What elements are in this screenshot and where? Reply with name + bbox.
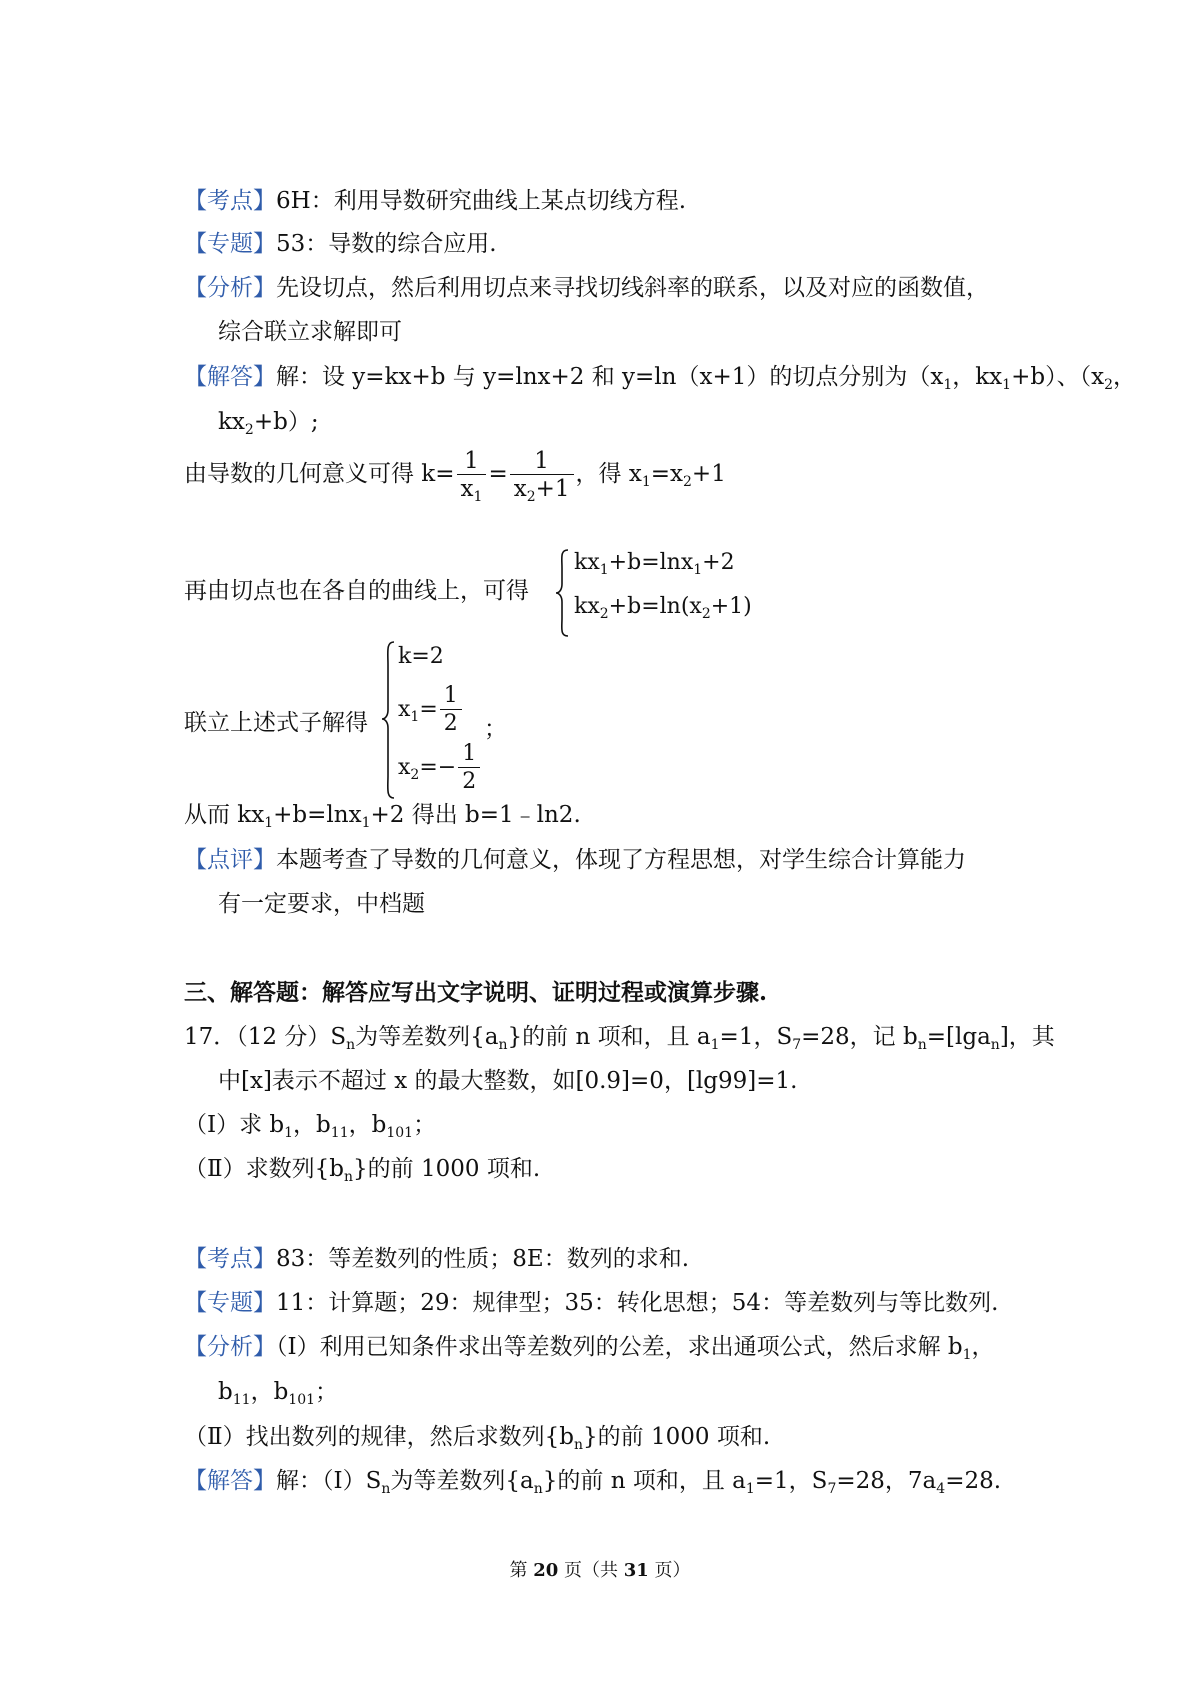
zhuanti-line-17	[184, 1288, 998, 1318]
fenxi-label: 【分析】	[184, 1334, 276, 1360]
punct: ；	[484, 716, 507, 742]
subscript: 11	[330, 1125, 349, 1141]
jieda-text: =28.	[945, 1468, 1002, 1494]
dianping-line	[184, 845, 966, 875]
q17-text: }的前 n 项和，且 a	[507, 1024, 711, 1050]
subscript: 1	[710, 1037, 720, 1053]
dianping-text: 本题考查了导数的几何意义，体现了方程思想，对学生综合计算能力	[276, 847, 966, 873]
solve-text-line	[184, 708, 368, 738]
q17-text: 为等差数列{a	[355, 1024, 499, 1050]
q17-text: =28，记 b	[801, 1024, 918, 1050]
page-number: 20	[533, 1560, 559, 1581]
zhuanti-line-16	[184, 229, 497, 259]
subscript: 1	[943, 377, 953, 393]
result-line	[184, 800, 581, 830]
fenxi-text-cont: 综合联立求解即可	[218, 319, 402, 345]
fenxi-line-17-part2	[184, 1422, 770, 1452]
page-footer	[0, 1556, 1200, 1582]
jieda-line-16	[184, 362, 1136, 392]
jieda-line-17	[184, 1466, 1001, 1496]
subscript: n	[498, 1037, 508, 1053]
fraction-denominator: 2	[443, 710, 458, 736]
jieda-text: ，kx	[952, 364, 1003, 390]
fenxi-line-17-cont	[218, 1377, 338, 1407]
q17-part2	[184, 1154, 540, 1184]
jieda-text: 解：（Ⅰ）S	[276, 1468, 382, 1494]
fenxi-text: ，b	[250, 1379, 289, 1405]
solve-text: 联立上述式子解得	[184, 710, 368, 736]
fraction-denominator: 2	[462, 768, 477, 794]
subscript: 4	[936, 1481, 946, 1497]
jieda-label: 【解答】	[184, 1468, 276, 1494]
eq-part: kx	[574, 550, 600, 575]
subscript: 1	[745, 1481, 755, 1497]
subscript: 2	[244, 422, 254, 438]
q17-text: ，b	[348, 1112, 387, 1138]
fenxi-text: （Ⅱ）找出数列的规律，然后求数列{b	[184, 1424, 574, 1450]
eq-part: =−	[419, 755, 457, 780]
derivative-text: ，得 x	[575, 461, 642, 487]
q17-text: （Ⅱ）求数列{b	[184, 1156, 344, 1182]
section-heading-text: 三、解答题：解答应写出文字说明、证明过程或演算步骤.	[184, 979, 768, 1006]
jieda-text: kx	[218, 409, 245, 435]
footer-text: 页（共	[558, 1560, 624, 1581]
jieda-line-16-cont	[218, 407, 319, 437]
subscript: n	[574, 1437, 584, 1453]
subscript: 7	[827, 1481, 837, 1497]
subscript: n	[346, 1037, 356, 1053]
fenxi-text: （Ⅰ）利用已知条件求出等差数列的公差，求出通项公式，然后求解 b	[276, 1334, 963, 1360]
q17-text: =[lga	[926, 1024, 991, 1050]
subscript: 101	[288, 1392, 316, 1408]
result-text: +2 得出 b=1﹣ln2.	[370, 802, 581, 828]
kaodian-text: 83：等差数列的性质；8E：数列的求和.	[276, 1246, 690, 1272]
subscript: 2	[599, 606, 609, 622]
subscript: n	[533, 1481, 543, 1497]
q17-part1	[184, 1110, 436, 1140]
subscript: 2	[683, 474, 692, 490]
tangent-text-line	[184, 576, 529, 606]
fenxi-label: 【分析】	[184, 275, 276, 301]
subscript: n	[917, 1037, 927, 1053]
left-brace-icon	[380, 640, 400, 800]
solution-x1	[398, 682, 464, 738]
section-heading	[184, 978, 767, 1008]
fenxi-text: ；	[315, 1379, 339, 1405]
subscript: 1	[361, 815, 371, 831]
jieda-text: +b）;	[253, 409, 319, 435]
fraction-denominator	[510, 475, 574, 503]
fenxi-line-16-cont	[218, 317, 402, 347]
q17-text: （Ⅰ）求 b	[184, 1112, 285, 1138]
eq-part: kx	[574, 594, 600, 619]
solution-semicolon	[484, 710, 507, 743]
solution-k	[398, 644, 444, 669]
derivative-line	[184, 446, 726, 503]
derivative-text: +1	[691, 461, 726, 487]
result-text: 从而 kx	[184, 802, 265, 828]
jieda-text: =28，7a	[836, 1468, 937, 1494]
q17-text: ，b	[293, 1112, 331, 1138]
derivative-text: =x	[650, 461, 683, 487]
footer-text: 页）	[648, 1560, 691, 1581]
system-equation-2	[574, 594, 752, 622]
fenxi-text: b	[218, 1379, 233, 1405]
subscript: 1	[599, 562, 609, 578]
q17-text: }的前 1000 项和.	[353, 1156, 541, 1182]
kaodian-line-17	[184, 1244, 689, 1274]
jieda-text: +b）、（x	[1011, 364, 1105, 390]
jieda-text: }的前 n 项和，且 a	[542, 1468, 746, 1494]
fenxi-line-16	[184, 273, 989, 303]
q17-text: ]，其	[999, 1024, 1055, 1050]
fraction-numerator: 1	[510, 448, 574, 475]
zhuanti-text: 53：导数的综合应用.	[276, 231, 497, 257]
fraction-numerator: 1	[457, 448, 487, 475]
dianping-text-cont: 有一定要求，中档题	[218, 891, 425, 917]
subscript: 2	[1104, 377, 1113, 393]
subscript: 1	[284, 1125, 294, 1141]
denominator-var: x	[513, 475, 527, 502]
q17-statement-line2	[218, 1066, 797, 1096]
q17-text: ；	[413, 1112, 437, 1138]
subscript: n	[990, 1037, 1000, 1053]
fraction-numerator: 1	[440, 683, 462, 710]
fenxi-text: ，	[971, 1334, 995, 1360]
jieda-label: 【解答】	[184, 364, 276, 390]
subscript: n	[344, 1169, 354, 1185]
denominator-tail: +1	[535, 475, 570, 502]
fraction-numerator: 1	[458, 741, 480, 768]
subscript: 1	[962, 1347, 972, 1363]
q17-text: 17．（12 分）S	[184, 1024, 347, 1050]
jieda-text: 为等差数列{a	[390, 1468, 534, 1494]
dianping-line-cont	[218, 889, 425, 919]
solution-system	[380, 640, 510, 800]
zhuanti-text: 11：计算题；29：规律型；35：转化思想；54：等差数列与等比数列.	[276, 1290, 999, 1316]
derivative-text: 由导数的几何意义可得 k=	[184, 461, 455, 487]
fraction-1-over-x2-plus-1	[510, 448, 574, 503]
subscript: 1	[473, 488, 483, 505]
fenxi-text: 先设切点，然后利用切点来寻找切线斜率的联系，以及对应的函数值，	[276, 275, 989, 301]
subscript: 2	[701, 606, 711, 622]
eq-part: +b=ln(x	[608, 594, 702, 619]
left-brace-icon	[554, 548, 574, 638]
tangent-system	[554, 548, 774, 638]
eq-part: +1)	[710, 594, 752, 619]
page-total: 31	[623, 1560, 649, 1581]
subscript: 11	[232, 1392, 251, 1408]
kaodian-line-16	[184, 186, 686, 216]
zhuanti-label: 【专题】	[184, 1290, 276, 1316]
fraction-denominator	[457, 475, 487, 503]
subscript: 7	[792, 1037, 802, 1053]
jieda-text: 解：设 y=kx+b 与 y=lnx+2 和 y=ln（x+1）的切点分别为（x	[276, 364, 944, 390]
subscript: 1	[264, 815, 274, 831]
subscript: n	[381, 1481, 391, 1497]
eq-part: +2	[702, 550, 735, 575]
subscript: 1	[1002, 377, 1012, 393]
fenxi-text: }的前 1000 项和.	[583, 1424, 771, 1450]
tangent-text: 再由切点也在各自的曲线上，可得	[184, 578, 529, 604]
eq-part: k=2	[398, 644, 444, 669]
subscript: 1	[693, 562, 703, 578]
denominator-var: x	[460, 475, 474, 502]
subscript: 101	[386, 1125, 414, 1141]
fraction-one-half	[458, 741, 480, 796]
jieda-text: =1，S	[754, 1468, 828, 1494]
solution-x2	[398, 740, 482, 796]
q17-statement-line1	[184, 1022, 1055, 1052]
kaodian-label: 【考点】	[184, 1246, 276, 1272]
jieda-text: ，	[1112, 364, 1136, 390]
fenxi-line-17	[184, 1332, 995, 1362]
q17-text: 中[x]表示不超过 x 的最大整数，如[0.9]=0，[lg99]=1.	[218, 1068, 798, 1094]
subscript: 2	[526, 488, 536, 505]
equals-sign: =	[488, 461, 508, 487]
kaodian-text: 6H：利用导数研究曲线上某点切线方程.	[276, 188, 687, 214]
eq-part: x	[398, 755, 411, 780]
subscript: 2	[410, 767, 420, 783]
subscript: 1	[410, 709, 420, 725]
system-equation-1	[574, 550, 735, 578]
subscript: 1	[641, 474, 651, 490]
fraction-1-over-x1	[457, 448, 487, 503]
kaodian-label: 【考点】	[184, 188, 276, 214]
eq-part: x	[398, 697, 411, 722]
footer-text: 第	[509, 1560, 534, 1581]
dianping-label: 【点评】	[184, 847, 276, 873]
fraction-one-half	[440, 683, 462, 738]
result-text: +b=lnx	[273, 802, 362, 828]
q17-text: =1，S	[719, 1024, 793, 1050]
eq-part: +b=lnx	[608, 550, 694, 575]
eq-part: =	[419, 697, 438, 722]
zhuanti-label: 【专题】	[184, 231, 276, 257]
